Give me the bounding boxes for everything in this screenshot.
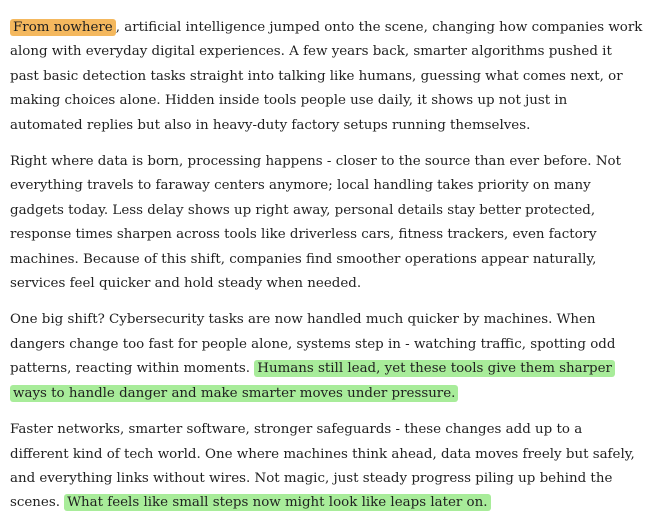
paragraph-text: One big shift? Cybersecurity tasks are now handled much quicker by machines. When dangers change too fast for people alone, systems step in - watching traffic, spotting odd patterns, reacting within moments. xyxy=(10,312,616,377)
paragraph-1 xyxy=(10,16,643,138)
paragraph-text: Faster networks, smarter software, stronger safeguards - these changes add up to a different kind of tech world. One where machines think ahead, data moves freely but safely, and everything links without wires. Not magic, just steady progress piling up behind the scenes. xyxy=(10,422,635,511)
paragraph-2 xyxy=(10,150,643,296)
highlighted-phrase: From nowhere xyxy=(10,19,116,36)
paragraph-text: Right where data is born, processing happens - closer to the source than ever before. Not everything travels to faraway centers anymore; local handling takes priority on many gadgets today. Less delay shows up right away, personal details stay better protected, response times sharpen across tools like driverless cars, fitness trackers, even factory machines. Because of this shift, companies find smoother operations appear naturally, services feel quicker and hold steady when needed. xyxy=(10,154,621,292)
paragraph-text: , artificial intelligence jumped onto the scene, changing how companies work along with everyday digital experiences. A few years back, smarter algorithms pushed it past basic detection tasks straight into talking like humans, guessing what comes next, or making choices alone. Hidden inside tools people use daily, it shows up not just in automated replies but also in heavy-duty factory setups running themselves. xyxy=(10,20,643,133)
highlighted-sentence: What feels like small steps now might look like leaps later on. xyxy=(64,494,490,511)
paragraph-3 xyxy=(10,308,643,406)
highlighted-sentence: Humans still lead, yet these tools give them sharper ways to handle danger and make smarter moves under pressure. xyxy=(10,360,615,401)
paragraph-4 xyxy=(10,418,643,516)
